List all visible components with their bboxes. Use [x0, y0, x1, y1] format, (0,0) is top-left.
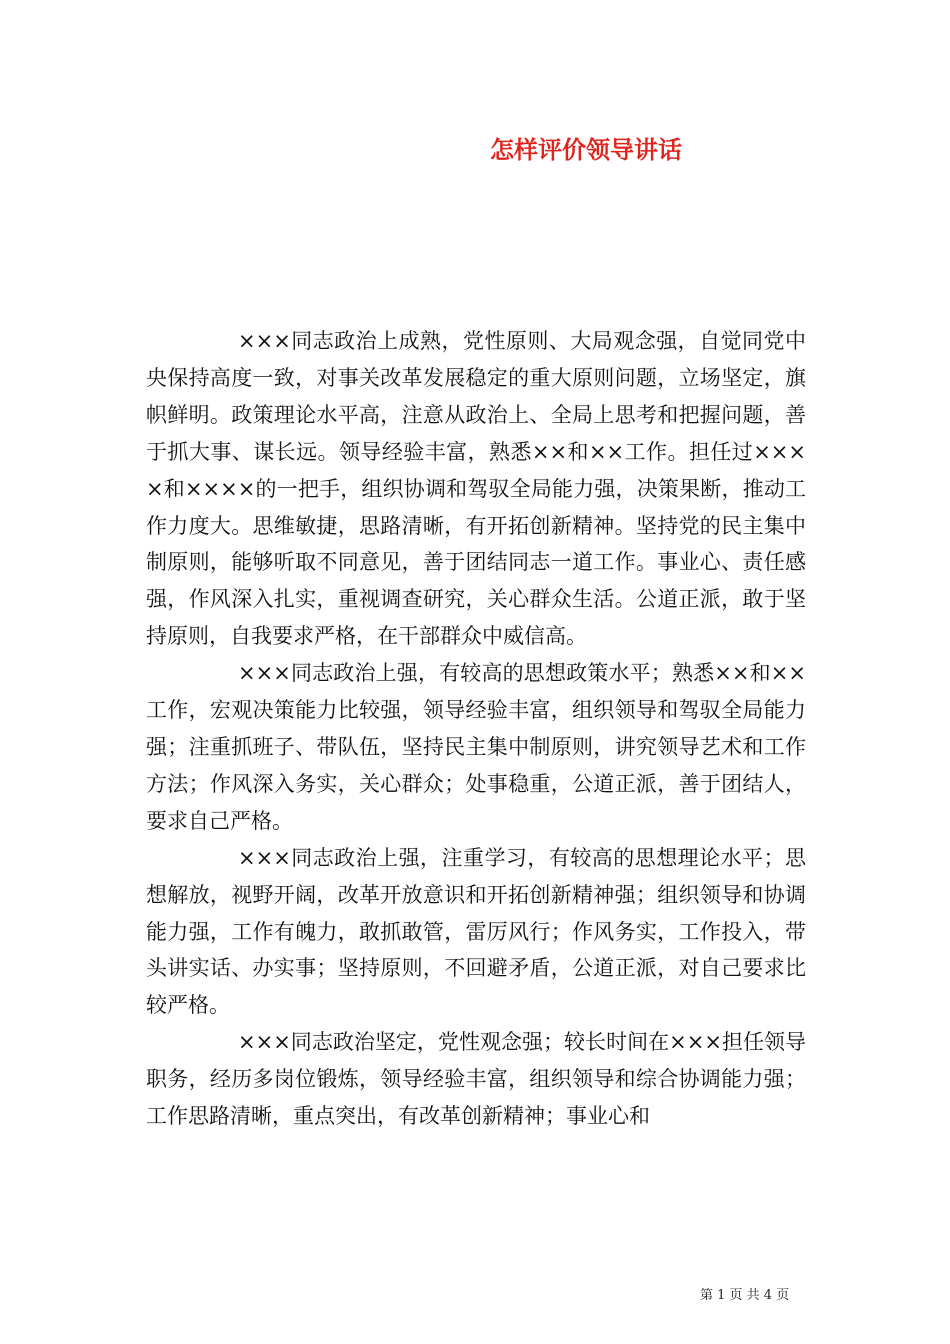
- paragraph: ×××同志政治上强，有较高的思想政策水平；熟悉××和××工作，宏观决策能力比较强，领导经验丰富，组织领导和驾驭全局能力强；注重抓班子、带队伍，坚持民主集中制原则，讲究领导艺术和工作方法；作风深入务实，关心群众；处事稳重，公道正派，善于团结人，要求自己严格。: [146, 661, 806, 833]
- page-title: 怎样评价领导讲话: [490, 135, 682, 164]
- paragraph: ×××同志政治坚定，党性观念强；较长时间在×××担任领导职务，经历多岗位锻炼，领导经验丰富，组织领导和综合协调能力强；工作思路清晰，重点突出，有改革创新精神；事业心和: [146, 1030, 806, 1129]
- paragraph: ×××同志政治上强，注重学习，有较高的思想理论水平；思想解放，视野开阔，改革开放意识和开拓创新精神强；组织领导和协调能力强，工作有魄力，敢抓敢管，雷厉风行；作风务实，工作投入，带头讲实话、办实事；坚持原则，不回避矛盾，公道正派，对自己要求比较严格。: [146, 845, 806, 1018]
- paragraph: ×××同志政治上成熟，党性原则、大局观念强，自觉同党中央保持高度一致，对事关改革发展稳定的重大原则问题，立场坚定，旗帜鲜明。政策理论水平高，注意从政治上、全局上思考和把握问题，善于抓大事、谋长远。领导经验丰富，熟悉××和××工作。担任过××××和××××的一把手，组织协调和驾驭全局能力强，决策果断，推动工作力度大。思维敏捷，思路清晰，有开拓创新精神。坚持党的民主集中制原则，能够听取不同意见，善于团结同志一道工作。事业心、责任感强，作风深入扎实，重视调查研究，关心群众生活。公道正派，敢于坚持原则，自我要求严格，在干部群众中威信高。: [146, 329, 806, 649]
- page-number: 第 1 页 共 4 页: [700, 1288, 790, 1303]
- document-body: [146, 323, 806, 1135]
